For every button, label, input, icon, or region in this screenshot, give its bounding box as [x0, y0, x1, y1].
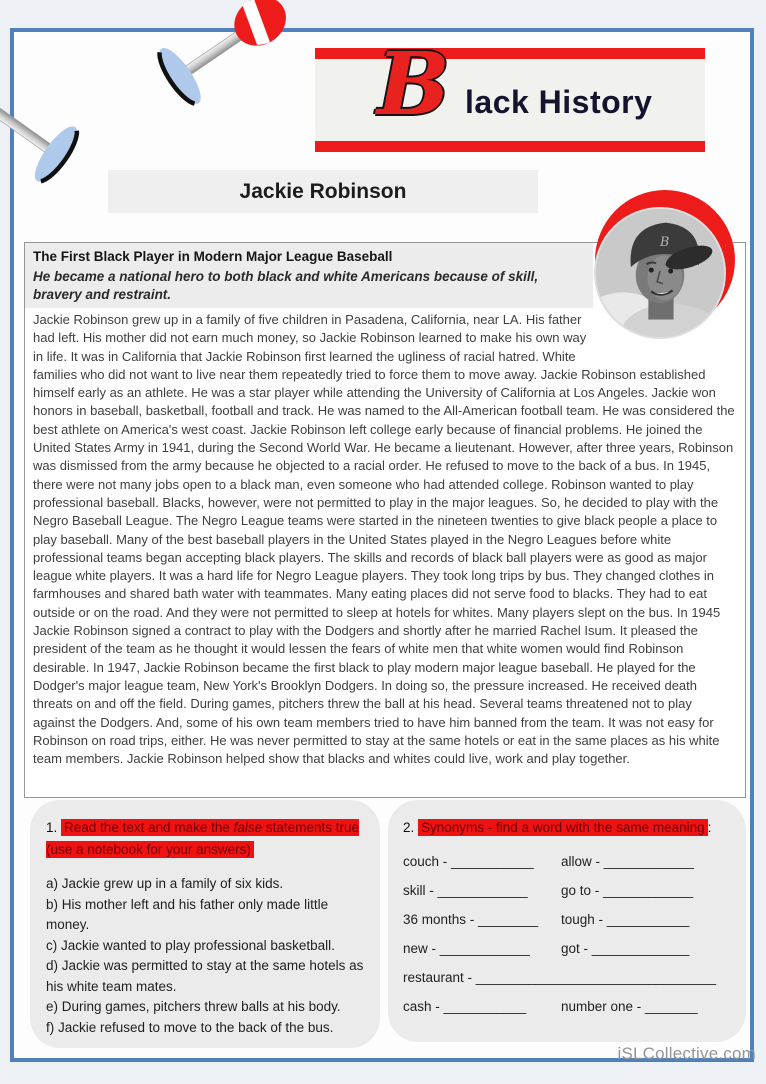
synonym-blank: 36 months - ________: [403, 912, 539, 927]
exercise-1-instruction: Read the text and make the false statements true (use a notebook for your answers): [46, 820, 359, 857]
article-body-text: Jackie Robinson grew up in a family of five children in Pasadena, California, near LA. His father had left. His mother did not earn much money, so Jackie Robinson learned to make his own way in life. It was in California that Jackie Robinson first learned the ugliness of racial hatred. White families who did not want to live near them repeatedly tried to force them to move away. Jackie Robinson established himself early as an athlete. He was a star player while attending the University of California at Los Angeles. Jackie won honors in baseball, basketball, football and track. He was named to the All-American football team. He was considered the best athlete on America's west coast. Jackie Robinson left college early because of financial problems. He joined the United States Army in 1941, during the Second World War. He became a lieutenant. However, after three years, Robinson was dismissed from the army because he objected to a racial order. He refused to move to the back of a bus. In 1945, there were not many jobs open to a black man, even someone who had attended college. Robinson wanted to play professional baseball. Blacks, however, were not permitted to play in the major leagues. So, he decided to play with the Negro Baseball League. The Negro League teams were started in the nineteen twenties to give black people a place to play baseball. Many of the best baseball players in the United States played in the Negro Leagues before white professional teams began accepting black players. The skills and records of black ball players were as good as major league white players. It was a hard life for Negro League players. They took long trips by bus. They changed clothes in farmhouses and shared bath water with teammates. Many eating places did not serve food to blacks. They had to eat outside or on the road. And they were not permitted to sleep at hotels for whites. Many players slept on the bus. In 1945 Jackie Robinson signed a contract to play with the Dodgers and shortly after he married Rachel Isum. It pleased the president of the team as he thought it would lessen the fears of white men that white women would find Robinson desirable. In 1947, Jackie Robinson became the first black to play modern major league baseball. He played for the Dodger's major league team, New York's Brooklyn Dodgers. In doing so, the pressure increased. He received death threats on and off the field. During games, pitchers threw the ball at his head. Several teams threatened not to play against the Dodgers. And, some of his own team members tried to have him banned from the team. It was not easy for Robinson on road trips, either. He was never permitted to stay at the same hotels or eat in the same places as his white team members. Jackie Robinson helped show that blacks and whites could live, work and play together.: [33, 312, 735, 767]
exercise-1-item: d) Jackie was permitted to stay at the same hotels as his white team mates.: [46, 958, 364, 994]
instruction-italic-word: false: [233, 820, 263, 835]
exercise-2-box: [388, 800, 746, 1042]
exercise-2-number: 2.: [403, 820, 415, 835]
synonym-blank: couch - ___________: [403, 854, 534, 869]
synonym-row: [403, 970, 731, 985]
exercise-1-items: [46, 874, 364, 1038]
synonym-blank: new - ____________: [403, 941, 530, 956]
portrait-icon: [596, 209, 724, 337]
banner-logo-b: B: [377, 34, 450, 135]
exercise-1-box: [30, 800, 380, 1048]
article-heading: The First Black Player in Modern Major League Baseball: [33, 249, 393, 264]
synonym-blank: go to - ____________: [561, 883, 694, 898]
synonym-row: [403, 912, 731, 927]
exercise-2-heading: [403, 817, 731, 839]
synonym-blank: number one - _______: [561, 999, 698, 1014]
exercise-1-number: 1.: [46, 820, 58, 835]
banner-stripe-bottom: [315, 141, 705, 152]
synonym-blank: skill - ____________: [403, 883, 528, 898]
synonym-row: [403, 854, 731, 869]
exercise-1-item: b) His mother left and his father only made little money.: [46, 896, 329, 932]
exercise-1-item: c) Jackie wanted to play professional basketball.: [46, 937, 335, 953]
synonym-rows: [403, 854, 731, 1014]
article-intro: [25, 243, 593, 308]
svg-text:B: B: [660, 233, 670, 249]
exercise-1-item: a) Jackie grew up in a family of six kids.: [46, 876, 284, 891]
banner-title: lack History: [465, 84, 653, 120]
worksheet-title: Jackie Robinson: [108, 170, 538, 213]
exercise-2-colon: :: [707, 820, 712, 835]
islcollective-watermark: iSLCollective.com: [617, 1044, 756, 1063]
synonym-row: [403, 999, 731, 1014]
synonym-blank: tough - ___________: [561, 912, 690, 927]
synonym-blank: got - _____________: [561, 941, 690, 956]
jackie-robinson-photo: [594, 207, 726, 339]
banner-stripe-top: [315, 48, 705, 59]
synonym-blank: allow - ____________: [561, 854, 694, 869]
synonym-row: [403, 941, 731, 956]
synonym-blank: cash - ___________: [403, 999, 527, 1014]
synonym-blank: restaurant - ________________________________: [403, 970, 717, 985]
exercise-1-item: f) Jackie refused to move to the back of the bus.: [46, 1019, 334, 1035]
exercise-1-item: e) During games, pitchers threw balls at his body.: [46, 999, 341, 1014]
synonym-row: [403, 883, 731, 898]
exercise-2-instruction: Synonyms - find a word with the same meaning: [418, 819, 708, 836]
black-history-banner: [315, 34, 705, 152]
article-body: [25, 308, 745, 768]
article-subheading: He became a national hero to both black and white Americans because of skill, bravery and restraint.: [33, 269, 539, 302]
exercise-1-heading: [46, 817, 364, 861]
